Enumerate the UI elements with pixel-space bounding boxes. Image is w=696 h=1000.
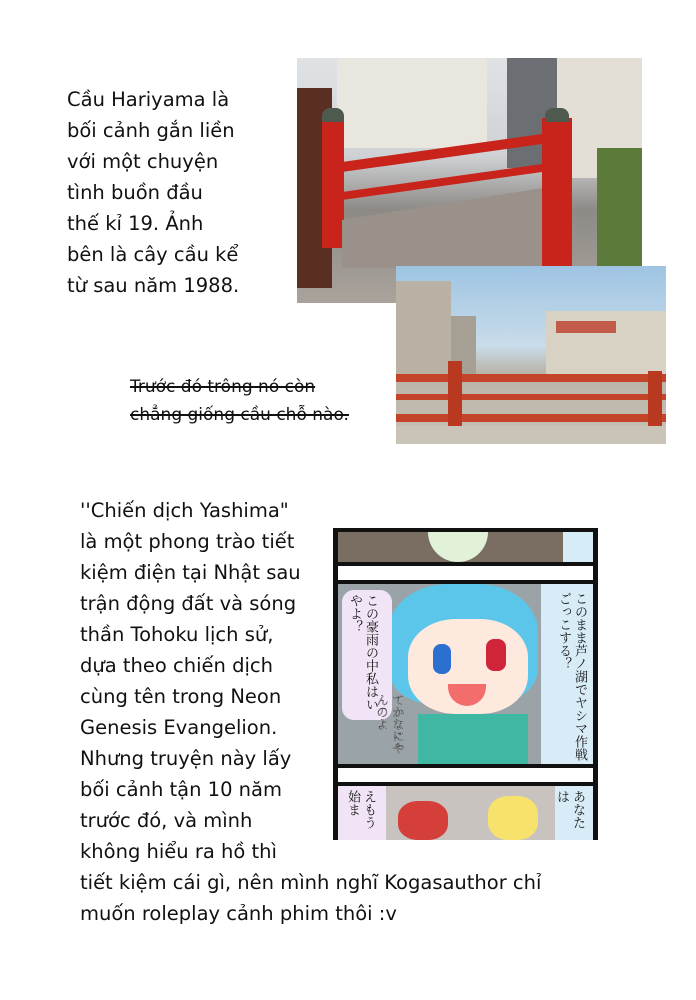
- text-line: cùng tên trong Neon: [80, 685, 282, 708]
- manga-panel-top: [338, 532, 593, 562]
- text-line: tình buồn đầu: [67, 181, 203, 204]
- text-line: Trước đó trông nó còn: [130, 377, 316, 397]
- speech-bubble-bottom-left: えもう始ま: [345, 790, 376, 829]
- text-line: trận động đất và sóng: [80, 592, 297, 615]
- text-line: với một chuyện: [67, 150, 219, 173]
- photo-hariyama-bridge-old: [396, 266, 666, 444]
- text-line: bên là cây cầu kể: [67, 243, 239, 266]
- text-line: muốn roleplay cảnh phim thôi :v: [80, 902, 397, 925]
- text-line: dựa theo chiến dịch: [80, 654, 273, 677]
- text-line: Nhưng truyện này lấy: [80, 747, 292, 770]
- speech-bubble-right: このまま芦ノ湖でヤシマ作戦ごっこする？: [556, 592, 587, 761]
- text-line: trước đó, và mình: [80, 809, 253, 832]
- paragraph-hariyama: [67, 84, 239, 301]
- text-line: thần Tohoku lịch sử,: [80, 623, 274, 646]
- manga-panel-main: [338, 584, 593, 764]
- text-line: Genesis Evangelion.: [80, 716, 278, 739]
- manga-panel-strip: [333, 528, 598, 840]
- sound-effect-text: てかなにやんのよ: [375, 694, 405, 754]
- text-line: là một phong trào tiết: [80, 530, 295, 553]
- strikethrough-note: [130, 373, 349, 429]
- text-line: ''Chiến dịch Yashima": [80, 499, 289, 522]
- text-line: chẳng giống cầu chỗ nào.: [130, 405, 349, 425]
- text-line: bối cảnh gắn liền: [67, 119, 235, 142]
- text-line: từ sau năm 1988.: [67, 274, 240, 297]
- speech-bubble-left: この豪雨の中私はいやよ？: [347, 594, 378, 711]
- text-line: Cầu Hariyama là: [67, 88, 230, 111]
- speech-bubble-bottom-right: あなたは: [554, 790, 585, 829]
- text-line: bối cảnh tận 10 năm: [80, 778, 282, 801]
- text-line: thế kỉ 19. Ảnh: [67, 212, 204, 235]
- text-line: kiệm điện tại Nhật sau: [80, 561, 301, 584]
- manga-panel-bottom: [338, 786, 593, 840]
- text-line: không hiểu ra hồ thì: [80, 840, 277, 863]
- text-line: tiết kiệm cái gì, nên mình nghĩ Kogasauthor chỉ: [80, 871, 542, 894]
